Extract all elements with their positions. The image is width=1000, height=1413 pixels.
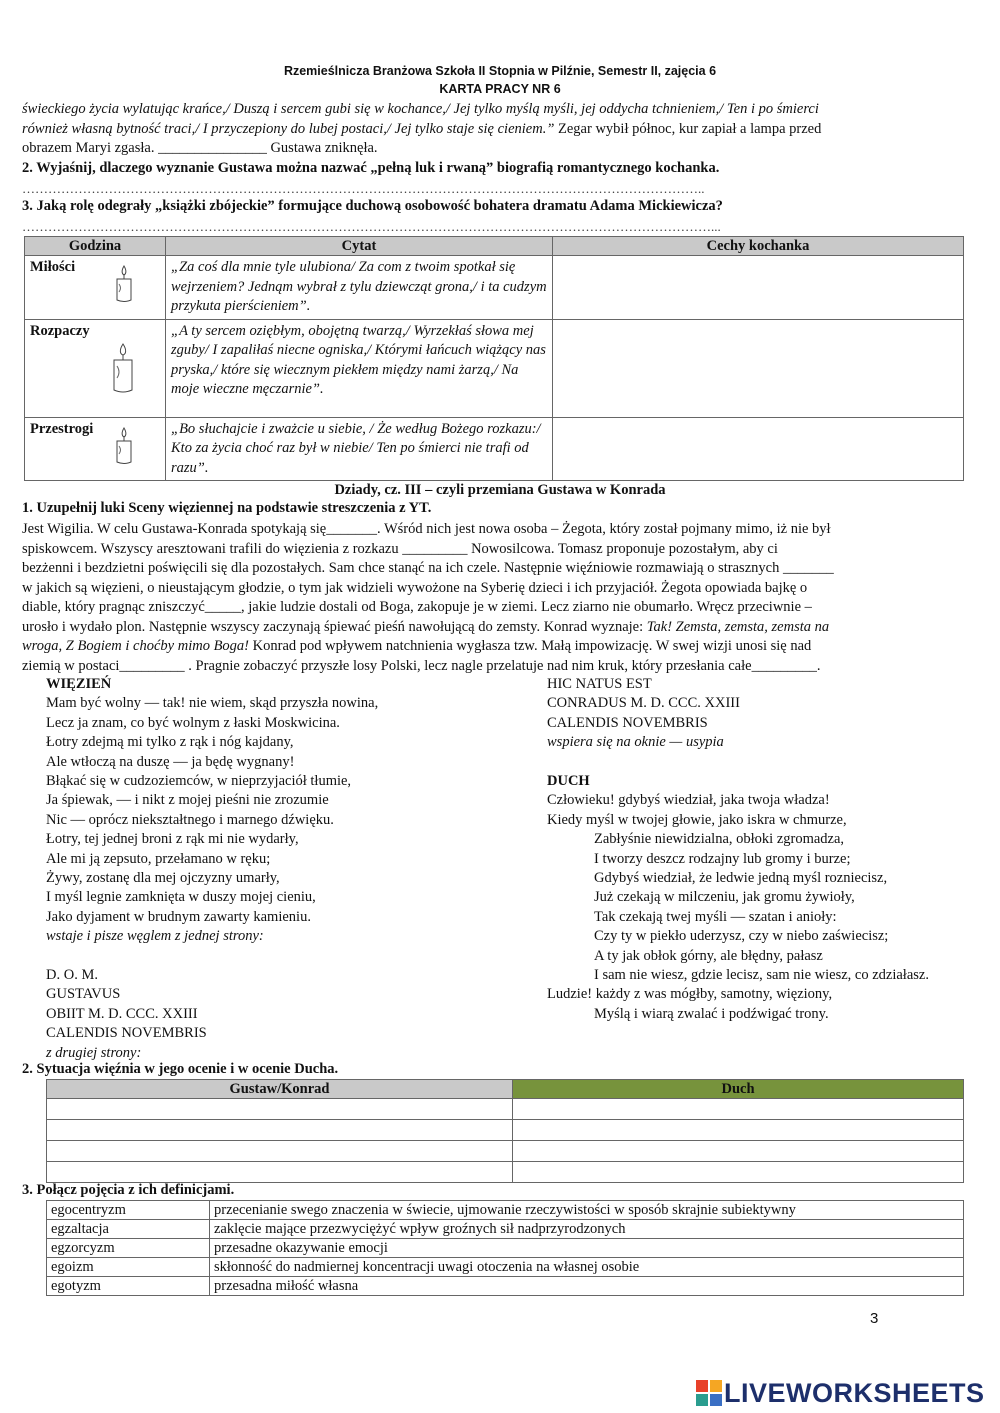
summary-line: ziemią w postaci_________ . Pragnie zobaczyć przyszłe losy Polski, lecz nagle przelatuje nad nim kruk, który przesłania całe_________. — [22, 657, 821, 674]
poem-line: Ludzie! każdy z was mógłby, samotny, więziony, — [547, 986, 833, 1003]
answer-cell[interactable] — [47, 1099, 513, 1120]
intro-quote — [22, 100, 970, 159]
poem-line: Ale mi ją zepsuto, przełamano w ręku; — [46, 850, 271, 867]
candle-icon — [113, 426, 137, 466]
summary-line: w jakich są więzieni, o nieustającym głodzie, o tym jak widzieli wywożone na Syberię dzieci i ich przyjaciół. Żegota opowiada bajkę o — [22, 579, 808, 596]
poem-line: Kiedy myśl w twojej głowie, jako iskra w chmurze, — [547, 811, 847, 828]
poem-line: Ale wtłoczą na duszę — ja będę wygnany! — [46, 753, 295, 770]
term-cell[interactable]: egzorcyzm — [47, 1239, 210, 1258]
answer-line-1[interactable]: ………………………………………………………………………………………………………………………………………….. — [22, 181, 705, 196]
table-row[interactable] — [47, 1277, 964, 1296]
poem-line: Zabłyśnie niewidzialna, obłoki zgromadza, — [594, 831, 845, 848]
answer-cell[interactable] — [513, 1099, 964, 1120]
answer-cell[interactable] — [47, 1162, 513, 1183]
answer-cell[interactable] — [513, 1162, 964, 1183]
summary-line: wroga, Z Bogiem i choćby mimo Boga! Konrad pod wpływem natchnienia wygłasza tzw. Małą impowizację. W swej wizji unosi się nad — [22, 638, 812, 654]
task-3-question: 3. Jaką rolę odegrały „książki zbójeckie” formujące duchową osobowość bohatera dramatu Adama Mickiewicza? — [22, 198, 723, 214]
intro-line-2: również własną bytność traci,/ I przyczepiony do lubej postaci,/ Jej tylko staje się cieniem.” Zegar wybił północ, kur zapiał a lampa przed — [22, 120, 822, 137]
term-cell[interactable]: egocentryzm — [47, 1201, 210, 1220]
poem-line: Człowieku! gdybyś wiedział, jaka twoja władza! — [547, 792, 830, 809]
hour-cell: Rozpaczy — [25, 319, 166, 417]
brand-logo[interactable] — [696, 1378, 985, 1409]
table-row — [47, 1141, 964, 1162]
task-2b-question: 2. Sytuacja więźnia w jego ocenie i w ocenie Ducha. — [22, 1061, 339, 1077]
inscription-line: CALENDIS NOVEMBRIS — [46, 1025, 207, 1042]
hours-table — [24, 236, 964, 481]
summary-line: spiskowcem. Wszyscy aresztowani trafili do więzienia z rozkazu _________ Nowosilcowa. Tomasz proponuje pozostałym, aby ci — [22, 540, 778, 557]
table-row[interactable] — [47, 1258, 964, 1277]
definition-cell[interactable]: skłonność do nadmiernej koncentracji uwagi otoczenia na własnej osobie — [210, 1258, 964, 1277]
summary-line: diable, który pragnąc zniszczyć_____, jakie ludzie dostali od Boga, zakopuje je w ziemi. Lecz ziarno nie obumarło. Wręcz przeciwnie – — [22, 599, 812, 615]
inscription-line: CALENDIS NOVEMBRIS — [547, 714, 708, 731]
stage-direction: wspiera się na oknie — usypia — [547, 734, 724, 751]
answer-cell[interactable] — [513, 1120, 964, 1141]
col-header-traits: Cechy kochanka — [553, 237, 964, 256]
table-row — [47, 1099, 964, 1120]
poem-line: Gdybyś wiedział, że ledwie jedną myśl rozniecisz, — [594, 870, 888, 887]
task-3b-question: 3. Połącz pojęcia z ich definicjami. — [22, 1182, 235, 1198]
summary-line: bezżenni i bezdzietni poświęcili się dla pozostałych. Sam chce stanąć na ich czele. Następnie więźniowie rozmawiają o strasznych _______ — [22, 560, 834, 576]
traits-input-cell[interactable] — [553, 417, 964, 481]
section-title: Dziady, cz. III – czyli przemiana Gustawa w Konrada — [334, 482, 666, 498]
poem-line: Myślą i wiarą zwalać i podźwigać trony. — [594, 1005, 829, 1022]
definition-cell[interactable]: przesadna miłość własna — [210, 1277, 964, 1296]
answer-cell[interactable] — [513, 1141, 964, 1162]
stage-direction: wstaje i pisze węglem z jednej strony: — [46, 928, 264, 945]
task-1-question: 1. Uzupełnij luki Sceny więziennej na podstawie streszczenia z YT. — [22, 500, 432, 516]
definition-cell[interactable]: przesadne okazywanie emocji — [210, 1239, 964, 1258]
hour-cell: Miłości — [25, 256, 166, 320]
summary-paragraph — [22, 520, 970, 676]
term-cell[interactable]: egotyzm — [47, 1277, 210, 1296]
spirit-poem — [547, 675, 992, 1024]
poem-line: Łotry zdejmą mi tylko z rąk i nóg kajdany, — [46, 734, 294, 751]
poem-line: Już czekają w milczeniu, jak gromu żywioły, — [594, 889, 855, 906]
poem-line: Żywy, zostanę dla mej ojczyzny umarły, — [46, 870, 280, 887]
answer-cell[interactable] — [47, 1120, 513, 1141]
intro-line-1: świeckiego życia wylatując krańce,/ Duszą i sercem gubi się w kochance,/ Jej tylko myślą myśli, jej oddycha tchnieniem,/ Ten i po śmierci — [22, 101, 819, 117]
poem-line: I myśl legnie zamknięta w duszy mojej cieniu, — [46, 889, 316, 906]
poem-line: I sam nie wiesz, gdzie lecisz, sam nie wiesz, co zdziałasz. — [594, 967, 929, 984]
poem-line: Mam być wolny — tak! nie wiem, skąd przyszła nowina, — [46, 695, 379, 712]
summary-line: urosło i wydało plon. Następnie wszyscy zaczynają śpiewać pieśń nawołującą do zemsty. Konrad wyznaje: Tak! Zemsta, zemsta, zemsta na — [22, 618, 830, 635]
hour-cell: Przestrogi — [25, 417, 166, 481]
poem-line: Błąkać się w cudzoziemców, w nieprzyjaciół tłumie, — [46, 773, 352, 790]
stage-direction: z drugiej strony: — [46, 1044, 142, 1061]
answer-line-2[interactable]: ……………………………………………………………………………………………………………………………………………... — [22, 219, 721, 234]
traits-input-cell[interactable] — [553, 256, 964, 320]
school-header: Rzemieślnicza Branżowa Szkoła II Stopnia w Pilźnie, Semestr II, zajęcia 6 — [283, 64, 717, 78]
inscription-line: HIC NATUS EST — [547, 676, 652, 692]
quote-cell: „Za coś dla mnie tyle ulubiona/ Za com z twoim spotkał się wejrzeniem? Jednąm wybrał z tylu dziewcząt grona,/ i ta cudzym przykuta pierścieniem”. — [166, 256, 553, 320]
poem-line: Ja śpiewak, — i nikt z mojej pieśni nie zrozumie — [46, 792, 329, 809]
definitions-table — [46, 1200, 964, 1296]
poem-line: Łotry, tej jednej broni z rąk mi nie wydarły, — [46, 831, 299, 848]
poem-line: I tworzy deszcz rodzajny lub gromy i burze; — [594, 850, 851, 867]
table-row — [47, 1162, 964, 1183]
poem-line: Jako dyjament w brudnym zawarty kamieniu. — [46, 908, 311, 925]
col-header-hour: Godzina — [25, 237, 166, 256]
poem-line: A ty jak obłok górny, ale błędny, pałasz — [594, 947, 823, 964]
col-header-duch: Duch — [513, 1080, 964, 1099]
card-title: KARTA PRACY NR 6 — [439, 82, 561, 96]
poem-title: DUCH — [547, 773, 590, 790]
brand-name: LIVEWORKSHEETS — [724, 1378, 985, 1408]
table-row[interactable] — [47, 1239, 964, 1258]
term-cell[interactable]: egoizm — [47, 1258, 210, 1277]
table-row[interactable] — [47, 1220, 964, 1239]
table-row[interactable] — [47, 1201, 964, 1220]
traits-input-cell[interactable] — [553, 319, 964, 417]
inscription-line: GUSTAVUS — [46, 986, 121, 1003]
quote-cell: „Bo słuchajcie i zważcie u siebie, / Że według Bożego rozkazu:/ Kto za życia choć raz był w niebie/ Ten po śmierci nie trafi od razu”. — [166, 417, 553, 481]
quote-cell: „A ty sercem oziębłym, obojętną twarzą,/ Wyrzekłaś słowa mej zguby/ I zapaliłaś niecne ogniska,/ Którymi łańcuch wiążący nas pryska,/ które się wiecznym piekłem między nami żarzą,/ Na moje wieczne męczarnie”. — [166, 319, 553, 417]
col-header-quote: Cytat — [166, 237, 553, 256]
task-2-question: 2. Wyjaśnij, dlaczego wyznanie Gustawa można nazwać „pełną luk i rwaną” biografią romantycznego kochanka. — [22, 160, 720, 176]
definition-cell[interactable]: zaklęcie mające przezwyciężyć wpływ groźnych sił nadprzyrodzonych — [210, 1220, 964, 1239]
poem-line: Nic — oprócz niekształtnego i marnego dźwięku. — [46, 811, 334, 828]
inscription-line: D. O. M. — [46, 967, 98, 984]
candle-icon — [113, 264, 137, 304]
summary-line: Jest Wigilia. W celu Gustawa-Konrada spotykają się_______. Wśród nich jest nowa osoba – Żegota, który został pojmany mimo, iż nie był — [22, 521, 831, 537]
poem-line: Tak czekają twej myśli — szatan i anioły: — [594, 908, 837, 925]
prisoner-poem — [46, 675, 516, 1063]
answer-cell[interactable] — [47, 1141, 513, 1162]
table-row — [25, 417, 964, 481]
poem-title: WIĘZIEŃ — [46, 676, 112, 692]
candle-icon — [109, 342, 137, 394]
table-row — [47, 1120, 964, 1141]
definition-cell[interactable]: przecenianie swego znaczenia w świecie, ujmowanie rzeczywistości w sposób skrajnie subiektywny — [210, 1201, 964, 1220]
table-row — [25, 256, 964, 320]
term-cell[interactable]: egzaltacja — [47, 1220, 210, 1239]
page-number: 3 — [870, 1310, 879, 1327]
inscription-line: OBIIT M. D. CCC. XXIII — [46, 1005, 198, 1022]
poem-line: Czy ty w piekło uderzysz, czy w niebo zaświecisz; — [594, 928, 889, 945]
intro-line-3: obrazem Maryi zgasła. _______________ Gustawa zniknęła. — [22, 140, 378, 156]
table-row — [25, 319, 964, 417]
inscription-line: CONRADUS M. D. CCC. XXIII — [547, 695, 740, 712]
comparison-table — [46, 1079, 964, 1183]
liveworksheets-logo-icon — [696, 1380, 722, 1406]
poem-line: Lecz ja znam, co być wolnym z łaski Moskwicina. — [46, 714, 340, 731]
col-header-gustaw: Gustaw/Konrad — [47, 1080, 513, 1099]
